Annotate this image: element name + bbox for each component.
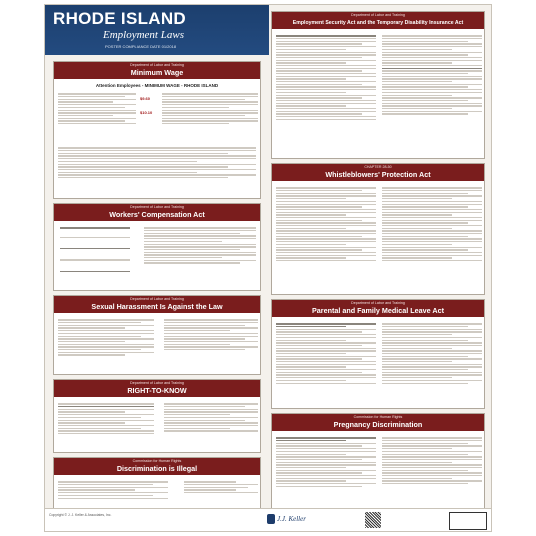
- poster-subtitle: Employment Laws: [103, 29, 184, 41]
- section-title: Pregnancy Discrimination: [333, 420, 423, 429]
- section-title: Employment Security Act and the Temporary Disability Insurance Act: [292, 20, 464, 26]
- agency-name: Department of Labor and Training: [130, 297, 184, 301]
- rate-1: $9.60: [140, 96, 151, 101]
- right-to-know-section: [53, 379, 261, 453]
- section-header: [54, 380, 260, 397]
- min-wage-heading: Attention Employees - MINIMUM WAGE - RHODE ISLAND: [95, 83, 219, 88]
- sexual-harassment-section: [53, 295, 261, 375]
- section-title: Sexual Harassment Is Against the Law: [91, 302, 223, 311]
- agency-name: Department of Labor and Training: [130, 205, 184, 209]
- section-header: [272, 414, 484, 431]
- agency-name: CHAPTER 28-50: [364, 165, 392, 169]
- section-header: [272, 12, 484, 29]
- body-text: [162, 92, 258, 126]
- jj-keller-logo-icon: [267, 514, 275, 524]
- section-title: Parental and Family Medical Leave Act: [312, 306, 444, 315]
- minimum-wage-section: [53, 61, 261, 199]
- labor-law-poster: [44, 4, 492, 532]
- poster-footer: [45, 508, 491, 531]
- section-header: [54, 62, 260, 79]
- section-header: [54, 204, 260, 221]
- body-text: [382, 436, 482, 486]
- body-text: [382, 186, 482, 263]
- sku-box: [449, 512, 487, 530]
- agency-name: Department of Labor and Training: [351, 13, 405, 17]
- agency-name: Department of Labor and Training: [130, 381, 184, 385]
- workers-comp-section: [53, 203, 261, 291]
- pregnancy-section: [271, 413, 485, 509]
- body-text: [382, 34, 482, 116]
- brand-logo: J.J. Keller: [277, 515, 306, 523]
- section-title: Discrimination is Illegal: [116, 464, 198, 473]
- body-text: [144, 226, 256, 265]
- section-header: [54, 296, 260, 313]
- body-text: [164, 402, 258, 433]
- agency-name: Department of Labor and Training: [130, 63, 184, 67]
- body-text: [276, 34, 376, 121]
- body-text: [276, 436, 376, 488]
- section-title: Whistleblowers' Protection Act: [325, 170, 431, 179]
- body-text: [58, 146, 256, 180]
- section-title: RIGHT-TO-KNOW: [127, 386, 187, 395]
- agency-name: Commission for Human Rights: [132, 459, 182, 463]
- body-text: [58, 92, 136, 126]
- section-header: [54, 458, 260, 475]
- agency-name: Commission for Human Rights: [353, 415, 403, 419]
- body-text: [58, 318, 154, 357]
- agency-name: Department of Labor and Training: [351, 301, 405, 305]
- unemployment-section: [271, 11, 485, 159]
- qr-code-icon: [365, 512, 381, 528]
- body-text: [184, 480, 258, 495]
- section-title: Minimum Wage: [130, 68, 184, 77]
- body-text: [164, 318, 258, 352]
- whistleblowers-section: [271, 163, 485, 295]
- section-header: [272, 300, 484, 317]
- rate-2: $10.10: [140, 110, 153, 115]
- section-title: Workers' Compensation Act: [109, 210, 205, 219]
- section-header: [272, 164, 484, 181]
- body-text: [276, 186, 376, 263]
- body-text: [58, 402, 154, 436]
- discrimination-section: [53, 457, 261, 509]
- body-text: [60, 226, 130, 273]
- parental-leave-section: [271, 299, 485, 409]
- poster-header: [45, 5, 269, 55]
- state-title: RHODE ISLAND: [53, 9, 186, 28]
- body-text: [276, 322, 376, 385]
- body-text: [382, 322, 482, 385]
- compliance-date: POSTER COMPLIANCE DATE 01/2018: [105, 44, 177, 49]
- body-text: [58, 480, 168, 500]
- copyright-text: Copyright © J. J. Keller & Associates, Inc.: [49, 513, 112, 517]
